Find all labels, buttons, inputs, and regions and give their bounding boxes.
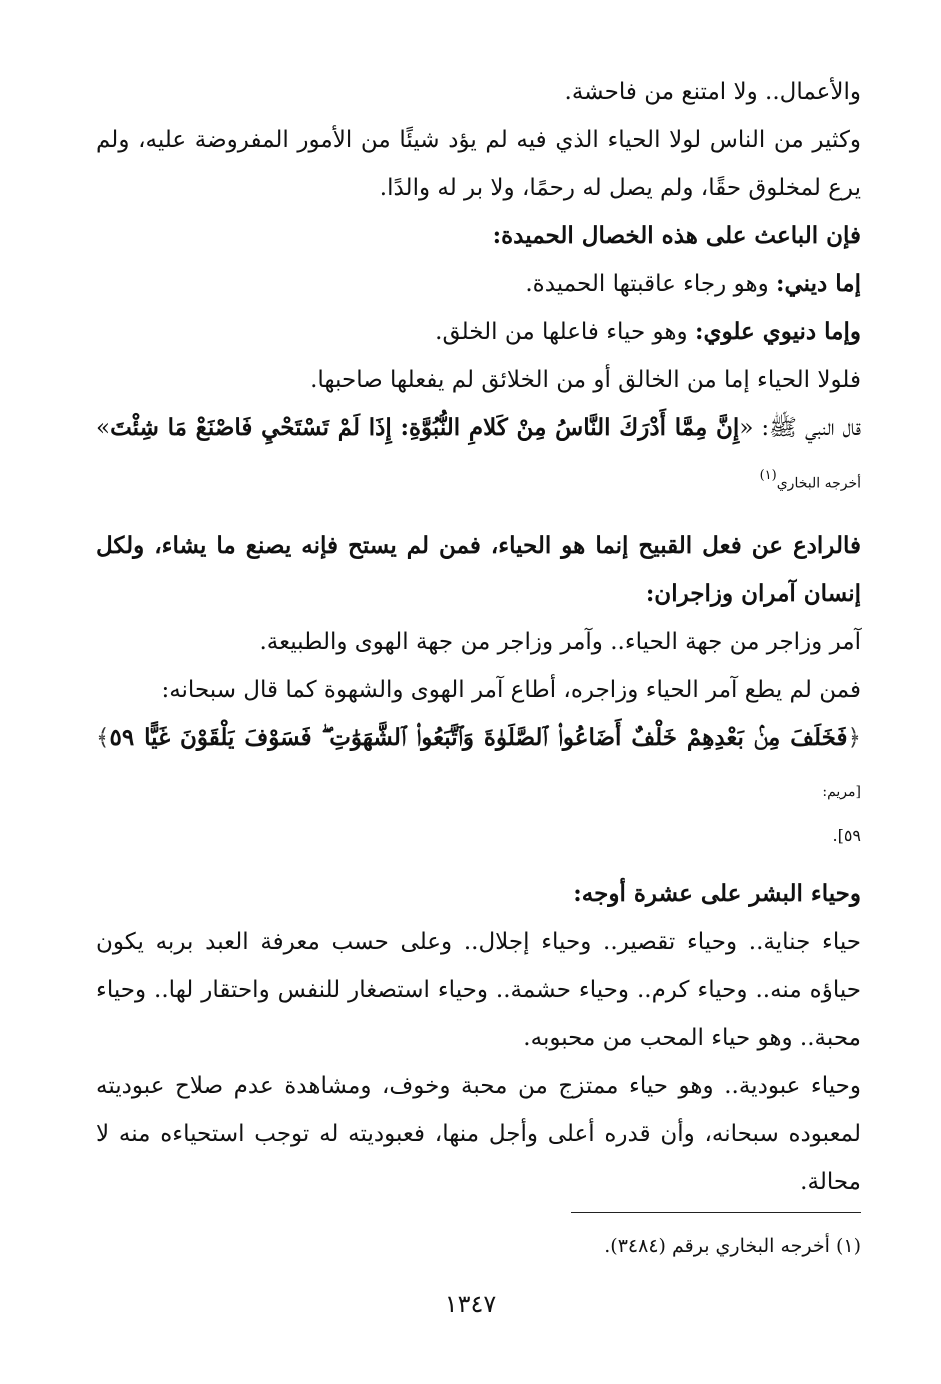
hadith-close: »	[96, 415, 111, 441]
text-religious: وهو رجاء عاقبتها الحميدة.	[525, 271, 777, 297]
paragraph-12: حياء جناية.. وحياء تقصير.. وحياء إجلال.. وعلى حسب معرفة العبد بربه يكون حياؤه منه.. وحياء كرم.. وحياء حشمة.. وحياء استصغار للنفس واحتقار لها.. وحياء محبة.. وهو حياء المحب من محبوبه.	[96, 928, 861, 1051]
paragraph-religious	[96, 260, 861, 308]
footnote: (١) أخرجه البخاري برقم (٣٤٨٤).	[604, 1235, 861, 1257]
quran-verse	[96, 714, 861, 816]
page-number: ١٣٤٧	[444, 1290, 497, 1318]
paragraph-2: وكثير من الناس لولا الحياء الذي فيه لم يؤد شيئًا من الأمور المفروضة عليه، ولم يرع لمخلوق حقًا، ولم يصل له رحمًا، ولا بر له والدًا.	[96, 127, 861, 201]
heading-motivator: فإن الباعث على هذه الخصال الحميدة:	[492, 222, 861, 249]
text-worldly: وهو حياء فاعلها من الخلق.	[435, 319, 695, 345]
footnote-marker: (١)	[759, 468, 777, 483]
paragraph-10: فمن لم يطع آمر الحياء وزاجره، أطاع آمر الهوى والشهوة كما قال سبحانه:	[161, 676, 861, 703]
paragraph-13: وحياء عبودية.. وهو حياء ممتزج من محبة وخوف، ومشاهدة عدم صلاح عبوديته لمعبوده سبحانه، وأن قدره أعلى وأجل منها، فعبوديته له توجب استحياءه منه لا محالة.	[96, 1072, 861, 1195]
footnote-divider	[571, 1212, 861, 1213]
verse-reference-continued: ٥٩].	[832, 825, 861, 845]
lead-worldly: وإما دنيوي علوي:	[694, 318, 861, 345]
hadith-intro: قال النبي ﷺ: «	[739, 415, 861, 441]
body-text	[96, 68, 861, 1206]
paragraph-worldly	[96, 308, 861, 356]
verse-text: فَخَلَفَ مِنۢ بَعْدِهِمْ خَلْفٌ أَضَاعُوا۟ ٱلصَّلَوٰةَ وَٱتَّبَعُوا۟ ٱلشَّهَوَٰتِ ۖ فَسَوْفَ يَلْقَوْنَ غَيًّا ٥٩	[109, 723, 848, 751]
verse-open-bracket: ﴿	[847, 724, 861, 751]
hadith-source: أخرجه البخاري	[776, 475, 861, 492]
verse-close-bracket: ﴾	[96, 724, 110, 751]
spacer	[96, 856, 861, 870]
heading-ten-aspects: وحياء البشر على عشرة أوجه:	[573, 879, 861, 907]
paragraph-1: والأعمال.. ولا امتنع من فاحشة.	[564, 79, 861, 105]
spacer	[96, 508, 861, 522]
paragraph-9: آمر وزاجر من جهة الحياء.. وآمر وزاجر من جهة الهوى والطبيعة.	[259, 628, 861, 655]
paragraph-hadith	[96, 404, 861, 508]
verse-reference: [مريم:	[822, 783, 861, 800]
hadith-text: إِنَّ مِمَّا أَدْرَكَ النَّاسُ مِنْ كَلامِ النُّبُوَّةِ: إِذَا لَمْ تَسْتَحْيِ فَاصْنَعْ مَا شِئْتَ	[110, 414, 740, 441]
paragraph-deterrent: فالرادع عن فعل القبيح إنما هو الحياء، فمن لم يستح فإنه يصنع ما يشاء، ولكل إنسان آمران وزاجران:	[96, 531, 861, 607]
lead-religious: إما ديني:	[776, 270, 861, 297]
paragraph-6: فلولا الحياء إما من الخالق أو من الخلائق لم يفعلها صاحبها.	[310, 367, 861, 393]
